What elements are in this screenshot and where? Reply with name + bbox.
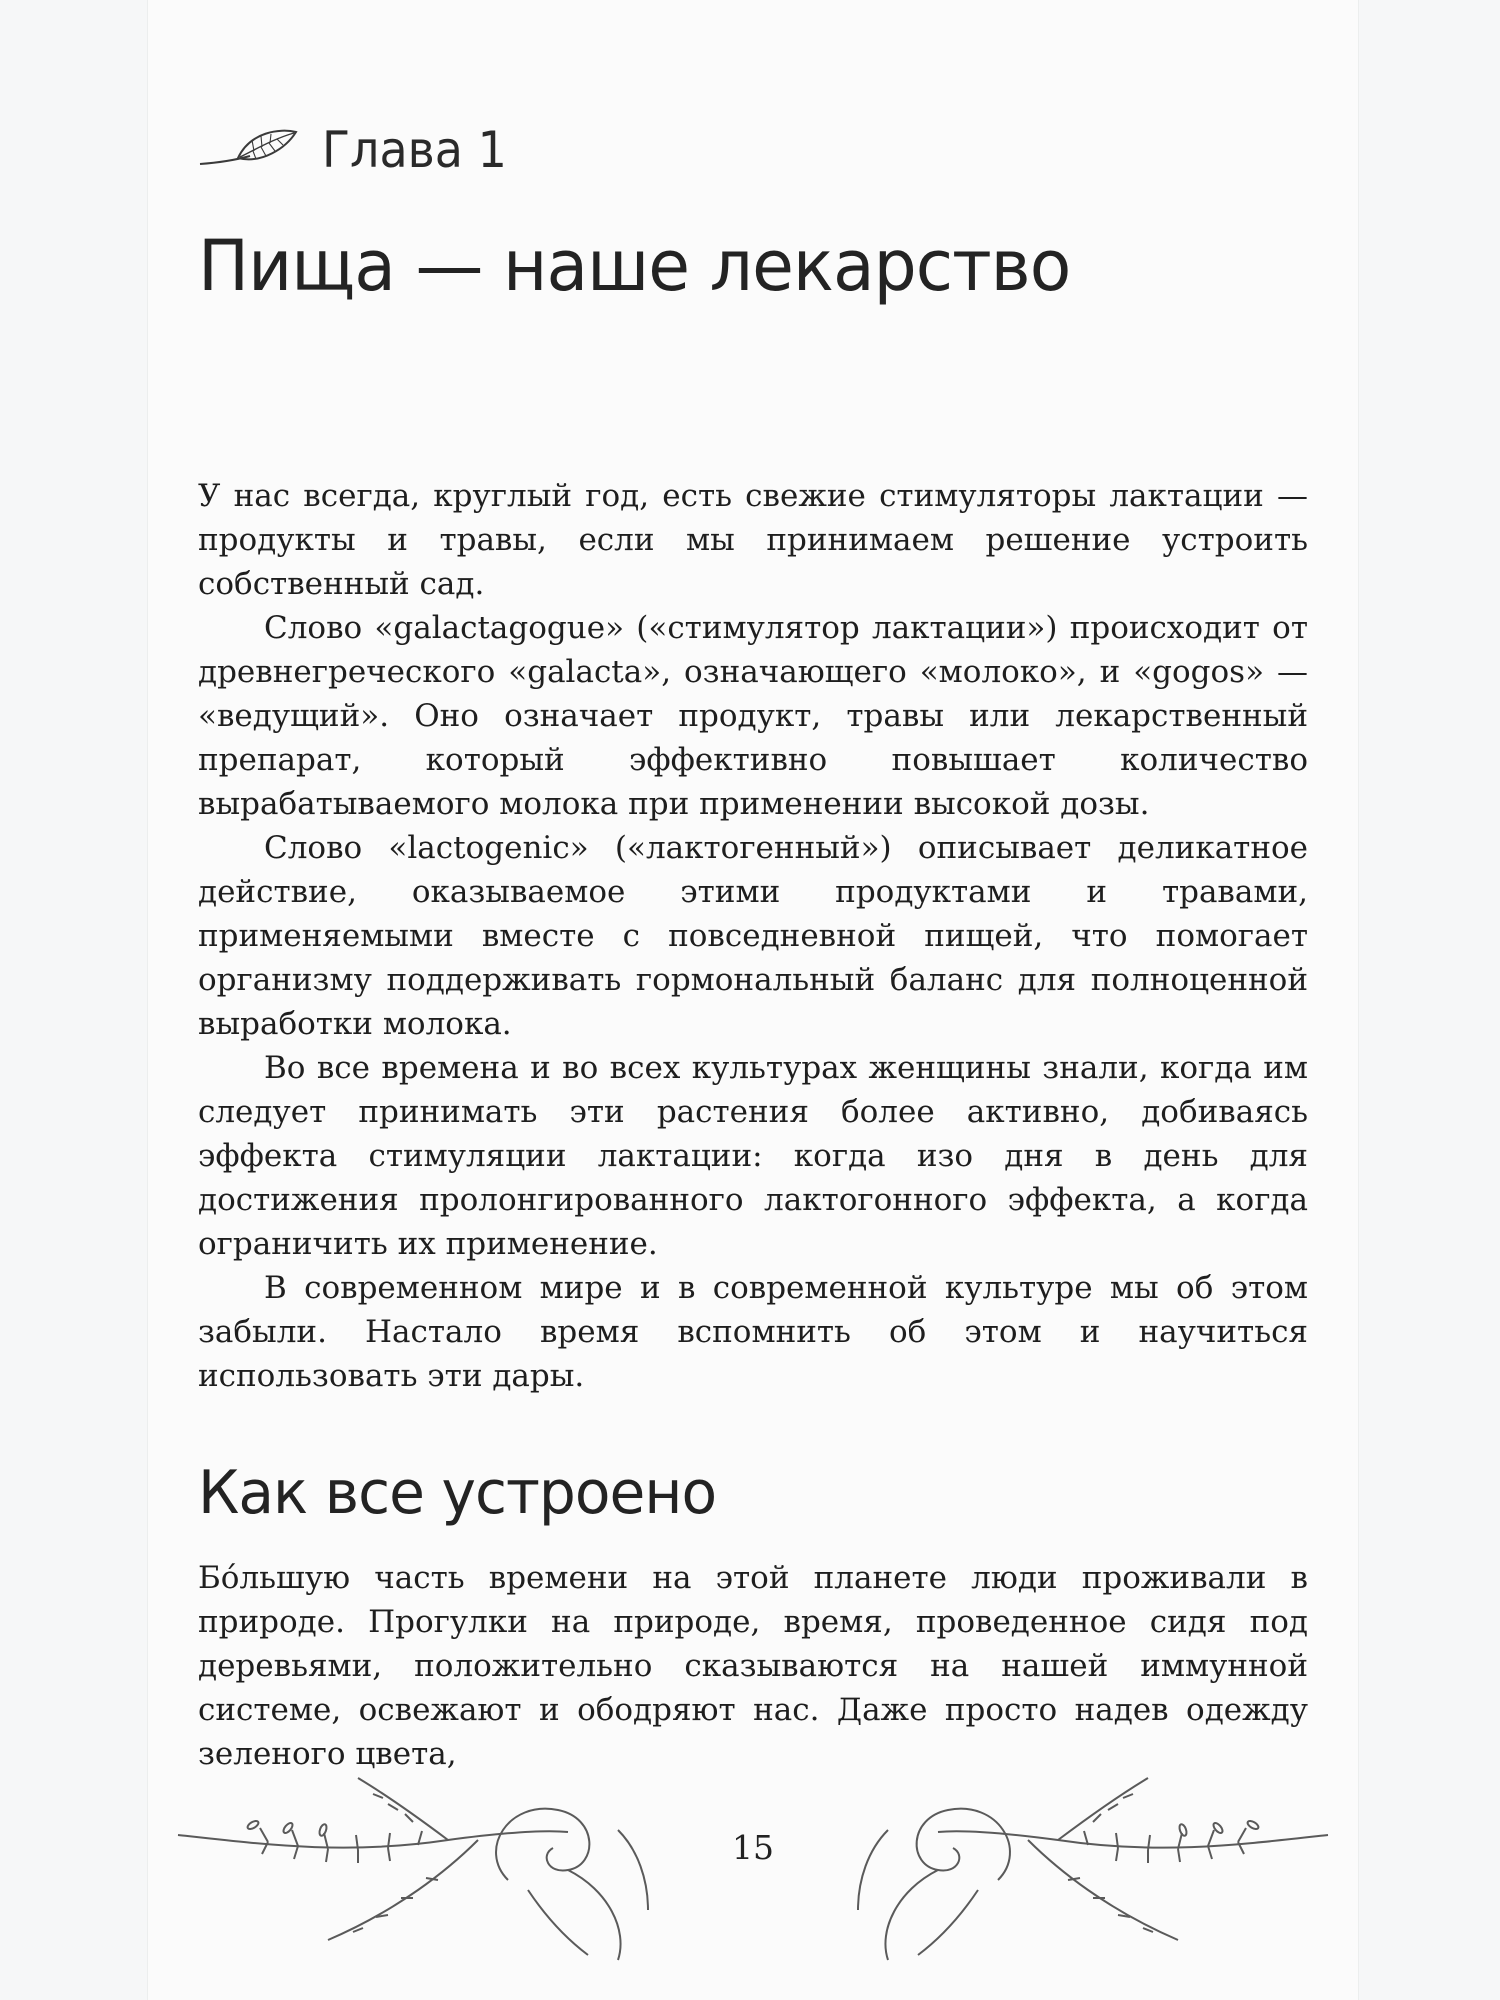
paragraph: Во все времена и во всех культурах женщины знали, когда им следует принимать эти растения более активно, добиваясь эффекта стимуляции лактации: когда изо дня в день для достижения пролонгированного лактогонного эффекта, а когда ограничить их применение. [198,1050,1308,1262]
leaf-icon [198,126,298,174]
paragraph: Бо́льшую часть времени на этой планете люди проживали в природе. Прогулки на природе, время, проведенное сидя под деревьями, положительно сказываются на нашей иммунной системе, освежают и ободряют нас. Даже просто надев одежду зеленого цвета, [198,1560,1308,1772]
chapter-label [198,110,523,190]
page-number: 15 [732,1828,774,1867]
paragraph: У нас всегда, круглый год, есть свежие стимуляторы лактации — продукты и травы, если мы принимаем решение устроить собственный сад. [198,478,1308,602]
section-title: Как все устроено [198,1458,717,1528]
paragraph: В современном мире и в современной культуре мы об этом забыли. Настало время вспомнить об этом и научиться использовать эти дары. [198,1270,1308,1394]
paragraph: Слово «lactogenic» («лактогенный») описывает деликатное действие, оказываемое этими продуктами и травами, применяемыми вместе с повседневной пищей, что помогает организму поддерживать гормональный баланс для полноценной выработки молока. [198,830,1308,1042]
chapter-title: Пища — наше лекарство [198,225,1071,307]
chapter-body [198,474,1308,1398]
section-body [198,1556,1308,1776]
paragraph: Слово «galactagogue» («стимулятор лактации») происходит от древнегреческого «galacta», означающего «молоко», и «gogos» — «ведущий». Оно означает продукт, травы или лекарственный препарат, который эффективно повышает количество вырабатываемого молока при применении высокой дозы. [198,610,1308,822]
floral-branches-icon [148,1770,1358,1970]
book-page [148,0,1358,2000]
chapter-number: Глава 1 [322,121,507,179]
